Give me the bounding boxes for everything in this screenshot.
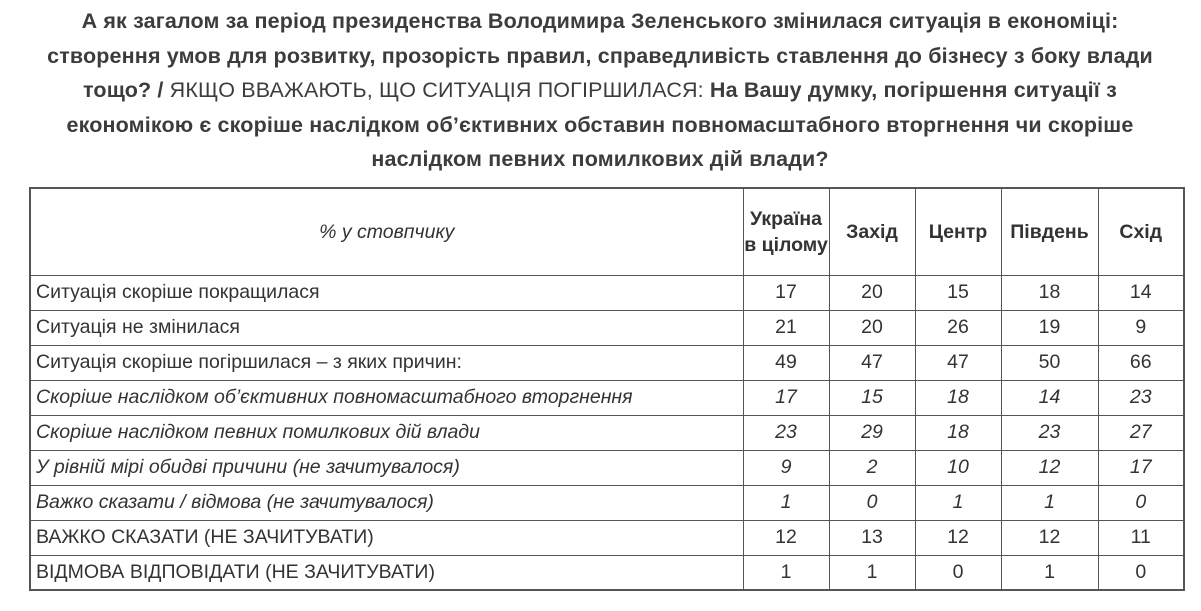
cell-value: 1: [915, 485, 1001, 520]
column-header-ukraine: Україна в цілому: [743, 188, 829, 275]
cell-value: 9: [1098, 310, 1184, 345]
cell-value: 12: [1001, 520, 1098, 555]
cell-value: 1: [1001, 555, 1098, 590]
cell-value: 23: [743, 415, 829, 450]
cell-value: 11: [1098, 520, 1184, 555]
column-header-east: Схід: [1098, 188, 1184, 275]
cell-value: 1: [743, 555, 829, 590]
cell-value: 50: [1001, 345, 1098, 380]
cell-value: 18: [915, 415, 1001, 450]
column-header-center: Центр: [915, 188, 1001, 275]
cell-value: 12: [1001, 450, 1098, 485]
cell-value: 20: [829, 275, 915, 310]
cell-value: 17: [1098, 450, 1184, 485]
cell-value: 12: [743, 520, 829, 555]
cell-value: 49: [743, 345, 829, 380]
question-part-main: А як загалом за період президенства Володимира Зеленського змінилася ситуація в економіці: створення умов для розвитку, прозорість правил, справедливість ставлення до бізнесу з боку влади тощо? /: [47, 9, 1153, 102]
table-row: [30, 310, 1184, 345]
column-header-south: Південь: [1001, 188, 1098, 275]
row-label: Ситуація не змінилася: [30, 310, 743, 345]
row-label: Важко сказати / відмова (не зачитувалося): [30, 485, 743, 520]
row-label: ВІДМОВА ВІДПОВІДАТИ (НЕ ЗАЧИТУВАТИ): [30, 555, 743, 590]
table-header-row: [30, 188, 1184, 275]
cell-value: 2: [829, 450, 915, 485]
cell-value: 15: [829, 380, 915, 415]
row-label: У рівній мірі обидві причини (не зачитувалося): [30, 450, 743, 485]
question-part-followup: На Вашу думку, погіршення ситуації з економікою є скоріше наслідком об’єктивних обставин повномасштабного вторгнення чи скоріше наслідком певних помилкових дій влади?: [66, 78, 1134, 171]
cell-value: 27: [1098, 415, 1184, 450]
table-row: [30, 555, 1184, 590]
cell-value: 1: [1001, 485, 1098, 520]
row-label: Ситуація скоріше погіршилася – з яких причин:: [30, 345, 743, 380]
cell-value: 1: [743, 485, 829, 520]
cell-value: 10: [915, 450, 1001, 485]
cell-value: 23: [1001, 415, 1098, 450]
cell-value: 1: [829, 555, 915, 590]
question-text: [40, 4, 1160, 177]
cell-value: 21: [743, 310, 829, 345]
table-corner-label: % у стовпчику: [30, 188, 743, 275]
cell-value: 14: [1001, 380, 1098, 415]
cell-value: 0: [1098, 485, 1184, 520]
cell-value: 18: [1001, 275, 1098, 310]
cell-value: 0: [829, 485, 915, 520]
cell-value: 9: [743, 450, 829, 485]
row-label: Скоріше наслідком об’єктивних повномасштабного вторгнення: [30, 380, 743, 415]
question-part-filter: ЯКЩО ВВАЖАЮТЬ, ЩО СИТУАЦІЯ ПОГІРШИЛАСЯ:: [169, 78, 710, 102]
cell-value: 47: [829, 345, 915, 380]
cell-value: 17: [743, 380, 829, 415]
table-row: [30, 520, 1184, 555]
column-header-west: Захід: [829, 188, 915, 275]
cell-value: 29: [829, 415, 915, 450]
cell-value: 15: [915, 275, 1001, 310]
row-label: Скоріше наслідком певних помилкових дій влади: [30, 415, 743, 450]
table-row: [30, 485, 1184, 520]
cell-value: 66: [1098, 345, 1184, 380]
table-row: [30, 450, 1184, 485]
row-label: ВАЖКО СКАЗАТИ (НЕ ЗАЧИТУВАТИ): [30, 520, 743, 555]
cell-value: 0: [1098, 555, 1184, 590]
cell-value: 23: [1098, 380, 1184, 415]
cell-value: 19: [1001, 310, 1098, 345]
cell-value: 13: [829, 520, 915, 555]
table-row: [30, 345, 1184, 380]
table-row: [30, 275, 1184, 310]
cell-value: 17: [743, 275, 829, 310]
cell-value: 0: [915, 555, 1001, 590]
table-row: [30, 380, 1184, 415]
cell-value: 47: [915, 345, 1001, 380]
table-body: [30, 275, 1184, 590]
cell-value: 18: [915, 380, 1001, 415]
cell-value: 14: [1098, 275, 1184, 310]
cell-value: 12: [915, 520, 1001, 555]
cell-value: 26: [915, 310, 1001, 345]
cell-value: 20: [829, 310, 915, 345]
table-row: [30, 415, 1184, 450]
results-table: [29, 187, 1185, 591]
row-label: Ситуація скоріше покращилася: [30, 275, 743, 310]
